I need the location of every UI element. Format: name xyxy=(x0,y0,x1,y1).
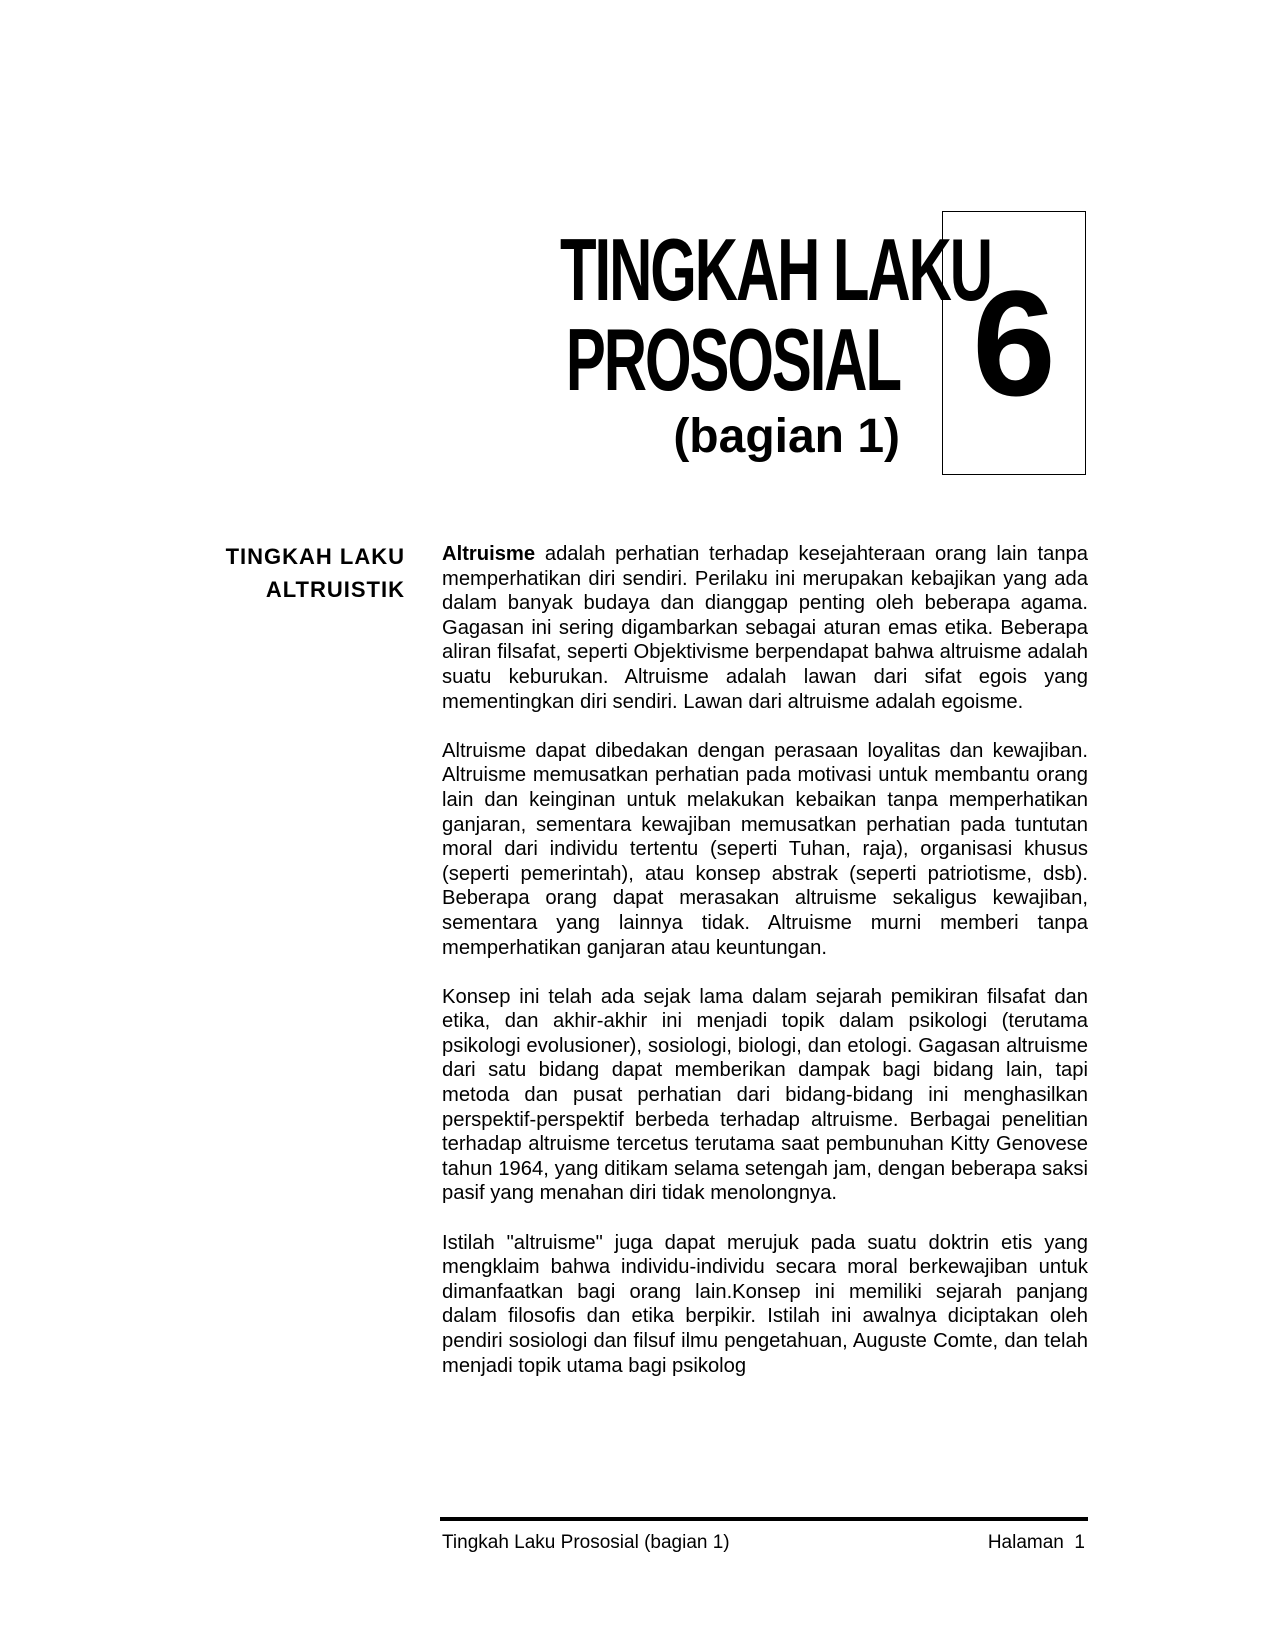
paragraph-4: Istilah "altruisme" juga dapat merujuk pada suatu doktrin etis yang mengklaim bahwa individu-individu secara moral berkewajiban untuk dimanfaatkan bagi orang lain.Konsep ini memiliki sejarah panjang dalam filosofis dan etika berpikir. Istilah ini awalnya diciptakan oleh pendiri sosiologi dan filsuf ilmu pengetahuan, Auguste Comte, dan telah menjadi topik utama bagi psikolog xyxy=(442,1231,1088,1377)
chapter-title-block xyxy=(400,220,991,465)
chapter-subtitle: (bagian 1) xyxy=(673,410,900,463)
footer-page-number: Halaman 1 xyxy=(987,1532,1085,1553)
section-heading-line-1: TINGKAH LAKU xyxy=(225,544,405,569)
paragraph-1-lead-term: Altruisme xyxy=(442,543,536,565)
footer-divider xyxy=(440,1517,1088,1521)
paragraph-3: Konsep ini telah ada sejak lama dalam sejarah pemikiran filsafat dan etika, dan akhir-akhir ini menjadi topik dalam psikologi (terutama psikologi evolusioner), sosiologi, biologi, dan etologi. Gagasan altruisme dari satu bidang dapat memberikan dampak bagi bidang lain, tapi metoda dan pusat perhatian dari bidang-bidang ini menghasilkan perspektif-perspektif berbeda terhadap altruisme. Berbagai penelitian terhadap altruisme tercetus terutama saat pembunuhan Kitty Genovese tahun 1964, yang ditikam selama setengah jam, dengan beberapa saksi pasif yang menahan diri tidak menolongnya. xyxy=(442,985,1088,1205)
paragraph-1 xyxy=(442,542,1088,714)
section-heading-line-2: ALTRUISTIK xyxy=(265,577,405,602)
footer-title: Tingkah Laku Prososial (bagian 1) xyxy=(442,1532,730,1553)
chapter-title-line-1: TINGKAH LAKU xyxy=(560,220,991,319)
chapter-number: 6 xyxy=(972,259,1056,427)
body-text xyxy=(442,542,1088,1403)
paragraph-2: Altruisme dapat dibedakan dengan perasaan loyalitas dan kewajiban. Altruisme memusatkan perhatian pada motivasi untuk membantu orang lain dan keinginan untuk melakukan kebaikan tanpa memperhatikan ganjaran, sementara kewajiban memusatkan perhatian pada tuntutan moral dari individu tertentu (seperti Tuhan, raja), organisasi khusus (seperti pemerintah), atau konsep abstrak (seperti patriotisme, dsb). Beberapa orang dapat merasakan altruisme sekaligus kewajiban, sementara yang lainnya tidak. Altruisme murni memberi tanpa memperhatikan ganjaran atau keuntungan. xyxy=(442,739,1088,959)
chapter-number-box xyxy=(942,211,1086,475)
paragraph-1-text: adalah perhatian terhadap kesejahteraan orang lain tanpa memperhatikan diri sendiri. Perilaku ini merupakan kebajikan yang ada dalam banyak budaya dan dianggap penting oleh beberapa agama. Gagasan ini sering digambarkan sebagai aturan emas etika. Beberapa aliran filsafat, seperti Objektivisme berpendapat bahwa altruisme adalah suatu keburukan. Altruisme adalah lawan dari sifat egois yang mementingkan diri sendiri. Lawan dari altruisme adalah egoisme. xyxy=(442,543,1088,713)
section-heading xyxy=(180,540,405,606)
chapter-title-line-2: PROSOSIAL xyxy=(565,310,900,409)
